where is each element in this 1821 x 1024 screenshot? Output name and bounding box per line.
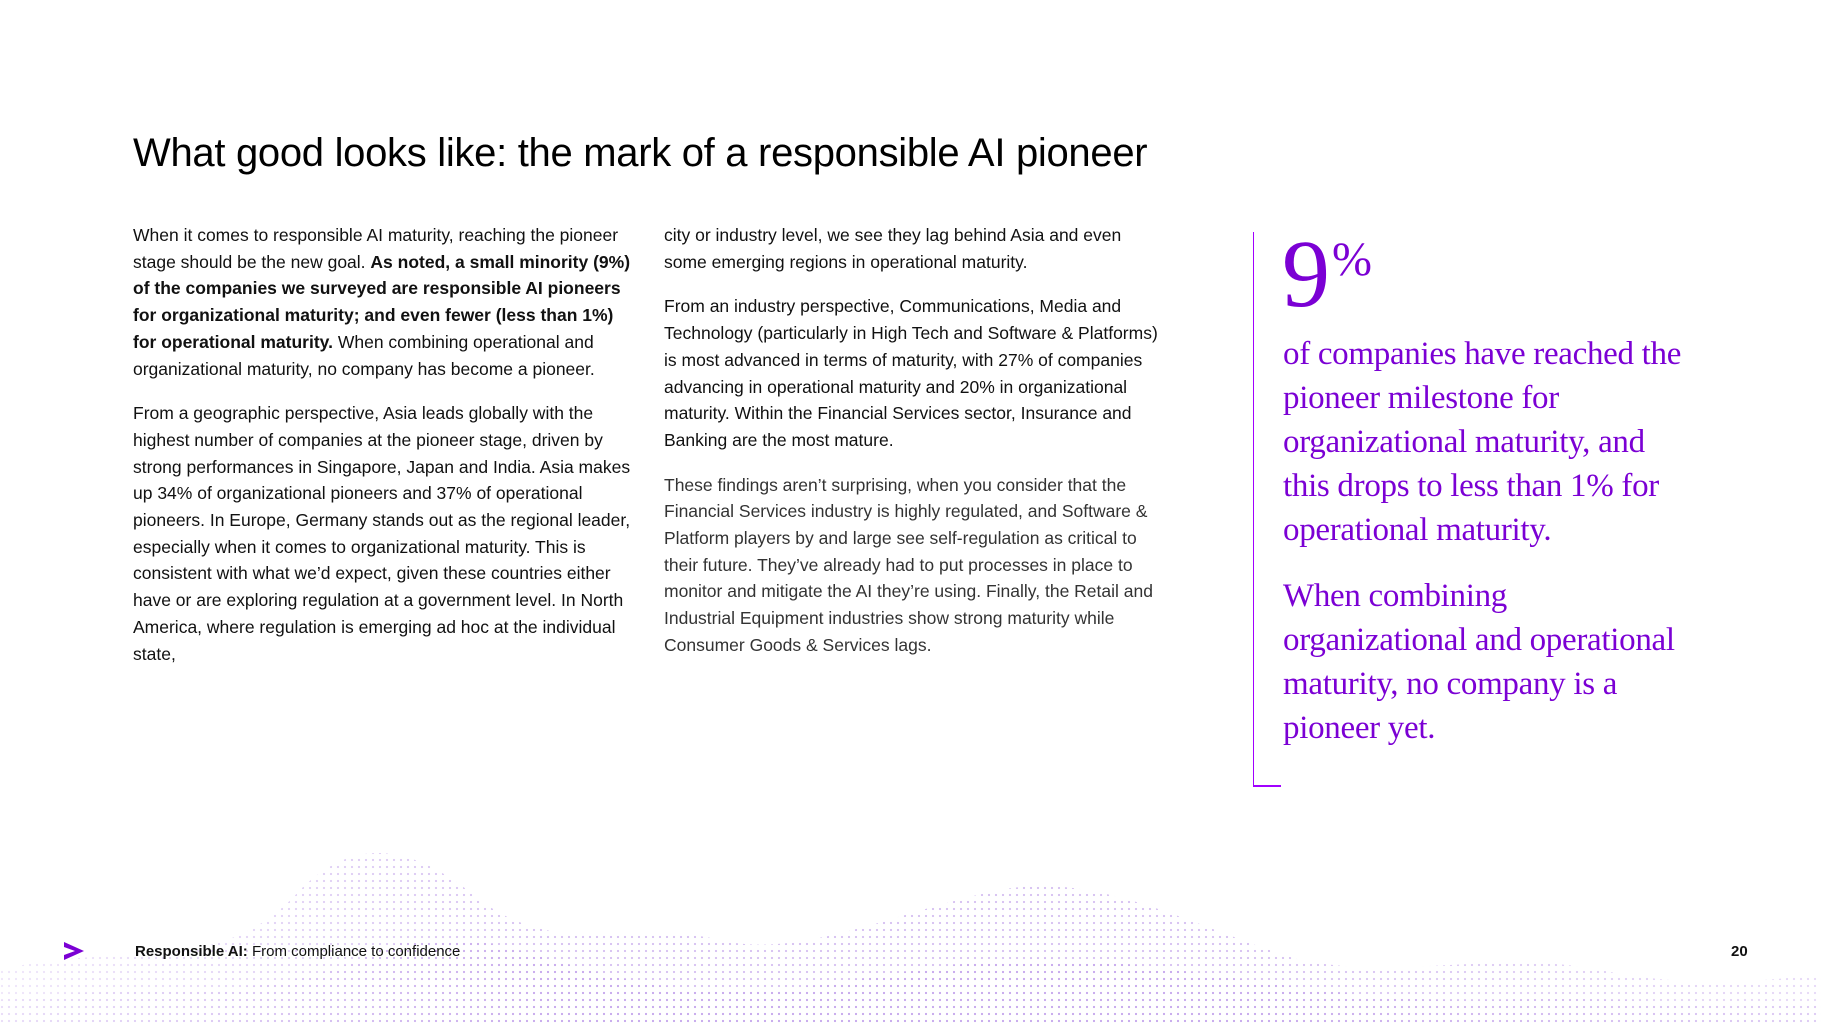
body-column-2 xyxy=(664,222,1162,677)
paragraph-geography: From a geographic perspective, Asia leads globally with the highest number of companies at the pioneer stage, driven by strong performances in Singapore, Japan and India. Asia makes up 34% of organizational pioneers and 37% of operational pioneers. In Europe, Germany stands out as the regional leader, especially when it comes to organizational maturity. This is consistent with what we’d expect, given these countries either have or are exploring regulation at a government level. In North America, where regulation is emerging ad hoc at the individual state, xyxy=(133,403,631,664)
body-column-1 xyxy=(133,222,631,685)
accenture-chevron-icon xyxy=(62,940,86,964)
intro-bold-text: As noted, a small minority (9%) of the companies we surveyed are responsible AI pioneers for organizational maturity; and even fewer (less than 1%) for operational maturity. xyxy=(133,251,631,352)
decorative-wave-graphic xyxy=(0,830,1821,1024)
footer-report-title xyxy=(135,943,460,960)
page-number: 20 xyxy=(1731,943,1748,960)
stat-number: 9 xyxy=(1282,220,1330,327)
callout-rule xyxy=(1253,232,1254,785)
page-title: What good looks like: the mark of a responsible AI pioneer xyxy=(133,131,1148,175)
footer-title-rest: From compliance to confidence xyxy=(247,943,461,960)
intro-text: When it comes to responsible AI maturity, reaching the pioneer stage should be the new goal. xyxy=(133,225,619,272)
paragraph-industry: From an industry perspective, Communications, Media and Technology (particularly in High Tech and Software & Platforms) is most advanced in terms of maturity, with 27% of companies advancing in operational maturity and 20% in organizational maturity. Within the Financial Services sector, Insurance and Banking are the most mature. xyxy=(664,296,1158,450)
callout-text-1: of companies have reached the pioneer milestone for organizational maturity, and this drops to less than 1% for operational maturity. xyxy=(1283,336,1682,548)
callout-stat xyxy=(1282,220,1372,327)
callout-text xyxy=(1283,332,1683,772)
intro-text-end: When combining operational and organizational maturity, no company has become a pioneer. xyxy=(133,331,595,379)
footer-title-bold: Responsible AI: xyxy=(135,943,248,960)
stat-percent-symbol: % xyxy=(1332,233,1372,286)
paragraph-findings: These findings aren’t surprising, when you consider that the Financial Services industry is highly regulated, and Software & Platform players by and large see self-regulation as critical to their future. They’ve already had to put processes in place to monitor and mitigate the AI they’re using. Finally, the Retail and Industrial Equipment industries show strong maturity while Consumer Goods & Services lags. xyxy=(664,474,1153,655)
callout-rule-foot xyxy=(1253,785,1281,787)
paragraph-continuation: city or industry level, we see they lag behind Asia and even some emerging regions in operational maturity. xyxy=(664,225,1122,272)
callout-text-2: When combining organizational and operational maturity, no company is a pioneer yet. xyxy=(1283,578,1675,746)
paragraph-intro xyxy=(133,222,631,382)
